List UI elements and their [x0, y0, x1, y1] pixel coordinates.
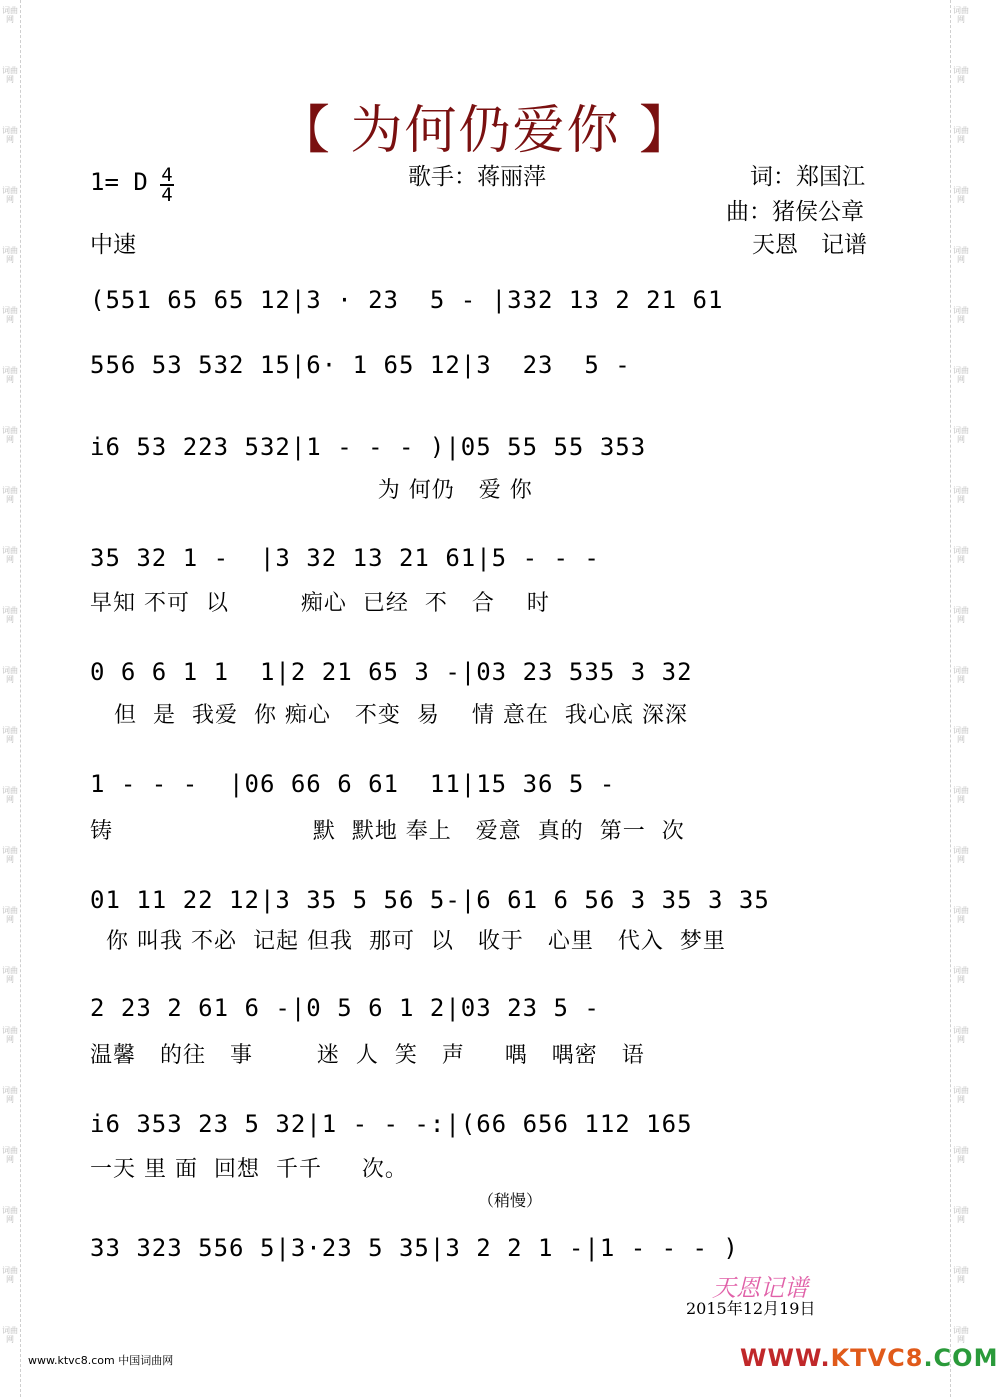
date-stamp: 2015年12月19日: [686, 1299, 816, 1318]
watermark-text: 词曲网: [2, 426, 18, 444]
tempo-marking: （稍慢）: [478, 1191, 543, 1210]
notation-line: 0 6 6 1 1 1|2 21 65 3 -|03 23 535 3 32: [90, 658, 693, 686]
transcriber-credit: 天恩 记谱: [752, 232, 867, 258]
notation-line: 556 53 532 15|6· 1 65 12|3 23 5 -: [90, 351, 631, 379]
watermark-text: 词曲网: [2, 906, 18, 924]
watermark-text: 词曲网: [953, 1206, 969, 1224]
lyric-line: 温馨 的往 事 迷 人 笑 声 喁 喁密 语: [90, 1043, 645, 1068]
watermark-text: 词曲网: [2, 966, 18, 984]
watermark-text: 词曲网: [953, 546, 969, 564]
watermark-text: 词曲网: [953, 486, 969, 504]
lyric-line: 但 是 我爱 你 痴心 不变 易 情 意在 我心底 深深: [90, 703, 688, 728]
watermark-text: 词曲网: [2, 1326, 18, 1344]
watermark-text: 词曲网: [953, 726, 969, 744]
lyric-line: 为 何仍 爱 你: [90, 478, 533, 503]
watermark-text: 词曲网: [953, 906, 969, 924]
song-title: 【 为何仍爱你 】: [277, 101, 694, 161]
watermark-text: 词曲网: [953, 966, 969, 984]
watermark-text: 词曲网: [953, 666, 969, 684]
lyric-line: 一天 里 面 回想 千千 次。: [90, 1157, 408, 1182]
watermark-text: 词曲网: [2, 546, 18, 564]
composer-credit: 曲：猪侯公章: [726, 199, 864, 225]
time-signature-bottom: 4: [161, 184, 173, 206]
watermark-text: 词曲网: [953, 426, 969, 444]
tempo-label: 中速: [90, 232, 136, 258]
watermark-text: 词曲网: [953, 1146, 969, 1164]
right-watermark-strip: [950, 0, 971, 1397]
watermark-text: 词曲网: [2, 6, 18, 24]
left-watermark-strip: [0, 0, 21, 1397]
watermark-text: 词曲网: [2, 786, 18, 804]
watermark-text: 词曲网: [953, 1086, 969, 1104]
watermark-text: 词曲网: [953, 606, 969, 624]
watermark-text: 词曲网: [2, 846, 18, 864]
watermark-text: 词曲网: [2, 486, 18, 504]
watermark-text: 词曲网: [2, 1206, 18, 1224]
notation-line: 01 11 22 12|3 35 5 56 5-|6 61 6 56 3 35 3 35: [90, 886, 770, 914]
time-signature: [156, 166, 178, 204]
footer-site-text: www.ktvc8.com 中国词曲网: [28, 1354, 174, 1367]
notation-line: i6 53 223 532|1 - - - )|05 55 55 353: [90, 433, 647, 461]
watermark-text: 词曲网: [953, 1266, 969, 1284]
lyric-line: 你 叫我 不必 记起 但我 那可 以 收于 心里 代入 梦里: [90, 929, 726, 954]
footer-logo-com: .COM: [923, 1344, 998, 1372]
watermark-text: 词曲网: [2, 66, 18, 84]
watermark-text: 词曲网: [2, 726, 18, 744]
watermark-text: 词曲网: [953, 186, 969, 204]
notation-line: 35 32 1 - |3 32 13 21 61|5 - - -: [90, 544, 600, 572]
watermark-text: 词曲网: [2, 186, 18, 204]
time-signature-top: 4: [161, 164, 173, 186]
watermark-text: 词曲网: [953, 1326, 969, 1344]
watermark-text: 词曲网: [953, 66, 969, 84]
watermark-text: 词曲网: [953, 1026, 969, 1044]
footer-logo-www: WWW.: [740, 1344, 831, 1372]
watermark-text: 词曲网: [2, 666, 18, 684]
lyric-line: 铸 默 默地 奉上 爱意 真的 第一 次: [90, 819, 685, 844]
notation-line: (551 65 65 12|3 · 23 5 - |332 13 2 21 61: [90, 286, 724, 314]
transcriber-stamp: 天恩记谱: [712, 1274, 808, 1302]
notation-line: i6 353 23 5 32|1 - - -:|(66 656 112 165: [90, 1110, 693, 1138]
singer-credit: 歌手：蒋丽萍: [408, 164, 546, 190]
watermark-text: 词曲网: [953, 126, 969, 144]
watermark-text: 词曲网: [2, 366, 18, 384]
lyricist-credit: 词：郑国江: [750, 164, 865, 190]
notation-line: 33 323 556 5|3·23 5 35|3 2 2 1 -|1 - - - ): [90, 1234, 739, 1262]
watermark-text: 词曲网: [953, 786, 969, 804]
watermark-text: 词曲网: [2, 246, 18, 264]
footer-logo-brand: KTVC8: [830, 1344, 924, 1372]
notation-line: 2 23 2 61 6 -|0 5 6 1 2|03 23 5 -: [90, 994, 600, 1022]
watermark-text: 词曲网: [953, 366, 969, 384]
footer-logo: [740, 1344, 998, 1372]
watermark-text: 词曲网: [2, 1146, 18, 1164]
watermark-text: 词曲网: [2, 306, 18, 324]
watermark-text: 词曲网: [953, 306, 969, 324]
notation-line: 1 - - - |06 66 6 61 11|15 36 5 -: [90, 770, 616, 798]
watermark-text: 词曲网: [2, 1086, 18, 1104]
lyric-line: 早知 不可 以 痴心 已经 不 合 时: [90, 591, 550, 616]
watermark-text: 词曲网: [953, 846, 969, 864]
watermark-text: 词曲网: [2, 606, 18, 624]
watermark-text: 词曲网: [2, 1266, 18, 1284]
watermark-text: 词曲网: [953, 6, 969, 24]
watermark-text: 词曲网: [2, 126, 18, 144]
key-signature: 1= D: [90, 168, 148, 196]
watermark-text: 词曲网: [953, 246, 969, 264]
watermark-text: 词曲网: [2, 1026, 18, 1044]
